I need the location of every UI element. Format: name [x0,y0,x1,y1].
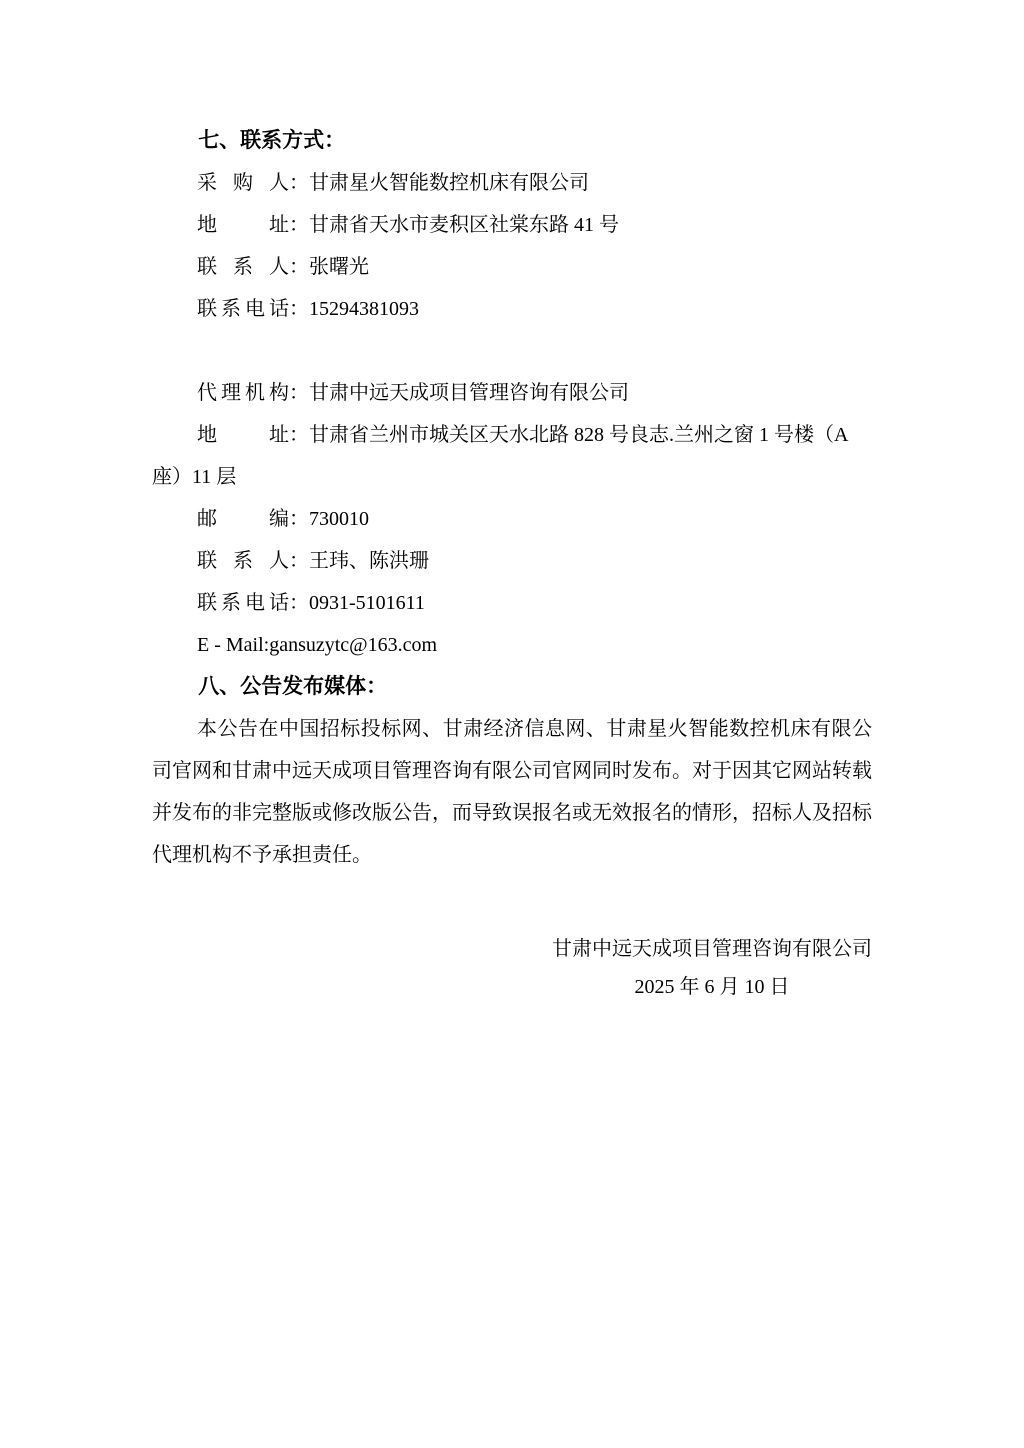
row-value: 王玮、陈洪珊 [309,550,429,572]
contact-row-purchaser-phone [152,288,872,330]
row-colon: ： [289,256,309,278]
row-colon: ： [289,592,309,614]
row-value: 甘肃中远天成项目管理咨询有限公司 [309,382,629,404]
row-value: 730010 [309,508,369,530]
row-label: 采购人 [197,172,289,194]
contact-row-purchaser [152,162,872,204]
signature-block [152,930,872,1006]
row-label: 代理机构 [197,382,289,404]
row-colon: ： [289,424,309,446]
row-colon: ： [289,214,309,236]
row-value: 甘肃省天水市麦积区社棠东路 41 号 [309,214,619,236]
signature-company: 甘肃中远天成项目管理咨询有限公司 [552,938,872,960]
row-label: 地址 [197,424,289,446]
row-colon: ： [289,298,309,320]
row-label: 联系电话 [197,298,289,320]
row-colon: ： [289,172,309,194]
section-contact [152,120,872,666]
row-value: 15294381093 [309,298,419,320]
row-colon: ： [289,382,309,404]
row-label: 联系人 [197,256,289,278]
row-value: 0931-5101611 [309,592,425,614]
contact-row-purchaser-address [152,204,872,246]
row-label: 邮编 [197,508,289,530]
signature-inner [552,930,872,1006]
section-media [152,666,872,876]
section-media-heading: 八、公告发布媒体： [198,675,388,698]
row-value: 张曙光 [309,256,369,278]
contact-row-agency-email: E - Mail:gansuzytc@163.com [197,634,438,656]
section-contact-heading: 七、联系方式： [198,129,346,152]
row-value: 甘肃星火智能数控机床有限公司 [309,172,589,194]
contact-row-agency-person [152,540,872,582]
row-colon: ： [289,508,309,530]
contact-row-agency [152,372,872,414]
row-label: 联系人 [197,550,289,572]
row-label: 地址 [197,214,289,236]
blank-line [152,330,872,372]
signature-date: 2025 年 6 月 10 日 [634,976,790,998]
contact-row-agency-phone [152,582,872,624]
contact-row-agency-zipcode [152,498,872,540]
media-paragraph: 本公告在中国招标投标网、甘肃经济信息网、甘肃星火智能数控机床有限公司官网和甘肃中远天成项目管理咨询有限公司官网同时发布。对于因其它网站转载并发布的非完整版或修改版公告，而导致误报名或无效报名的情形，招标人及招标代理机构不予承担责任。 [152,718,872,866]
contact-row-agency-address [152,414,872,498]
row-value: 甘肃省兰州市城关区天水北路 828 号良志.兰州之窗 1 号楼（A座）11 层 [152,424,849,488]
row-label: 联系电话 [197,592,289,614]
row-colon: ： [289,550,309,572]
contact-row-purchaser-person [152,246,872,288]
